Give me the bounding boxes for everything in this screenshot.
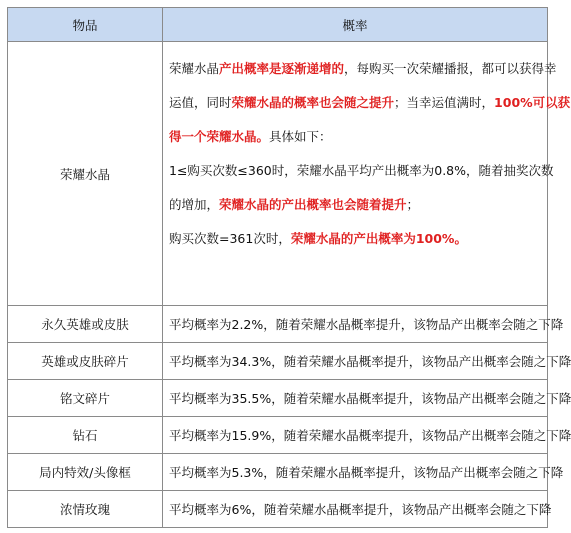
item-name: 铭文碎片 (8, 380, 163, 417)
table-row-glory-crystal (8, 42, 548, 306)
item-rate: 平均概率为35.5%，随着荣耀水晶概率提升，该物品产出概率会随之下降 (163, 380, 548, 417)
table-row (8, 417, 548, 454)
item-rate: 平均概率为2.2%，随着荣耀水晶概率提升，该物品产出概率会随之下降 (163, 306, 548, 343)
body-text: 的增加， (169, 197, 220, 212)
glory-line (169, 222, 541, 256)
header-item: 物品 (8, 8, 163, 42)
item-name: 英雄或皮肤碎片 (8, 343, 163, 380)
highlight-text: 荣耀水晶的概率也会随之提升 (231, 95, 395, 110)
header-row (8, 8, 548, 42)
highlight-text: 产出概率是逐渐递增的 (219, 61, 345, 76)
glory-description (163, 42, 571, 306)
table-row (8, 306, 548, 343)
item-rate: 平均概率为34.3%，随着荣耀水晶概率提升，该物品产出概率会随之下降 (163, 343, 548, 380)
highlight-text: 荣耀水晶的产出概率为100%。 (290, 231, 467, 246)
table-row (8, 491, 548, 528)
item-name: 局内特效/头像框 (8, 454, 163, 491)
highlight-text: 荣耀水晶的产出概率也会随着提升 (219, 197, 407, 212)
item-rate: 平均概率为15.9%，随着荣耀水晶概率提升，该物品产出概率会随之下降 (163, 417, 548, 454)
glory-line (169, 52, 557, 86)
item-name: 钻石 (8, 417, 163, 454)
body-text: ；当幸运值满时， (394, 95, 495, 110)
body-text: 购买次数=361次时， (169, 231, 291, 246)
body-text: ； (406, 197, 420, 212)
item-rate: 平均概率为6%，随着荣耀水晶概率提升，该物品产出概率会随之下降 (163, 491, 548, 528)
table-row (8, 343, 548, 380)
glory-line (169, 86, 571, 120)
body-text: 荣耀水晶 (169, 61, 220, 76)
probability-table (7, 7, 571, 528)
table-row (8, 454, 548, 491)
item-name: 浓情玫瑰 (8, 491, 163, 528)
body-text: 1≤购买次数≤360时，荣耀水晶平均产出概率为0.8%，随着抽奖次数 (169, 163, 554, 178)
item-name: 荣耀水晶 (8, 42, 163, 306)
glory-line (169, 154, 554, 188)
highlight-text: 得一个荣耀水晶。 (169, 129, 270, 144)
header-rate: 概率 (163, 8, 548, 42)
glory-line (169, 188, 541, 222)
item-rate: 平均概率为5.3%，随着荣耀水晶概率提升，该物品产出概率会随之下降 (163, 454, 548, 491)
body-text: 运值，同时 (169, 95, 232, 110)
highlight-text: 100%可以获 (494, 95, 571, 110)
body-text: 具体如下： (269, 129, 332, 144)
item-name: 永久英雄或皮肤 (8, 306, 163, 343)
glory-line (169, 120, 541, 154)
body-text: ，每购买一次荣耀播报，都可以获得幸 (344, 61, 557, 76)
table-row (8, 380, 548, 417)
